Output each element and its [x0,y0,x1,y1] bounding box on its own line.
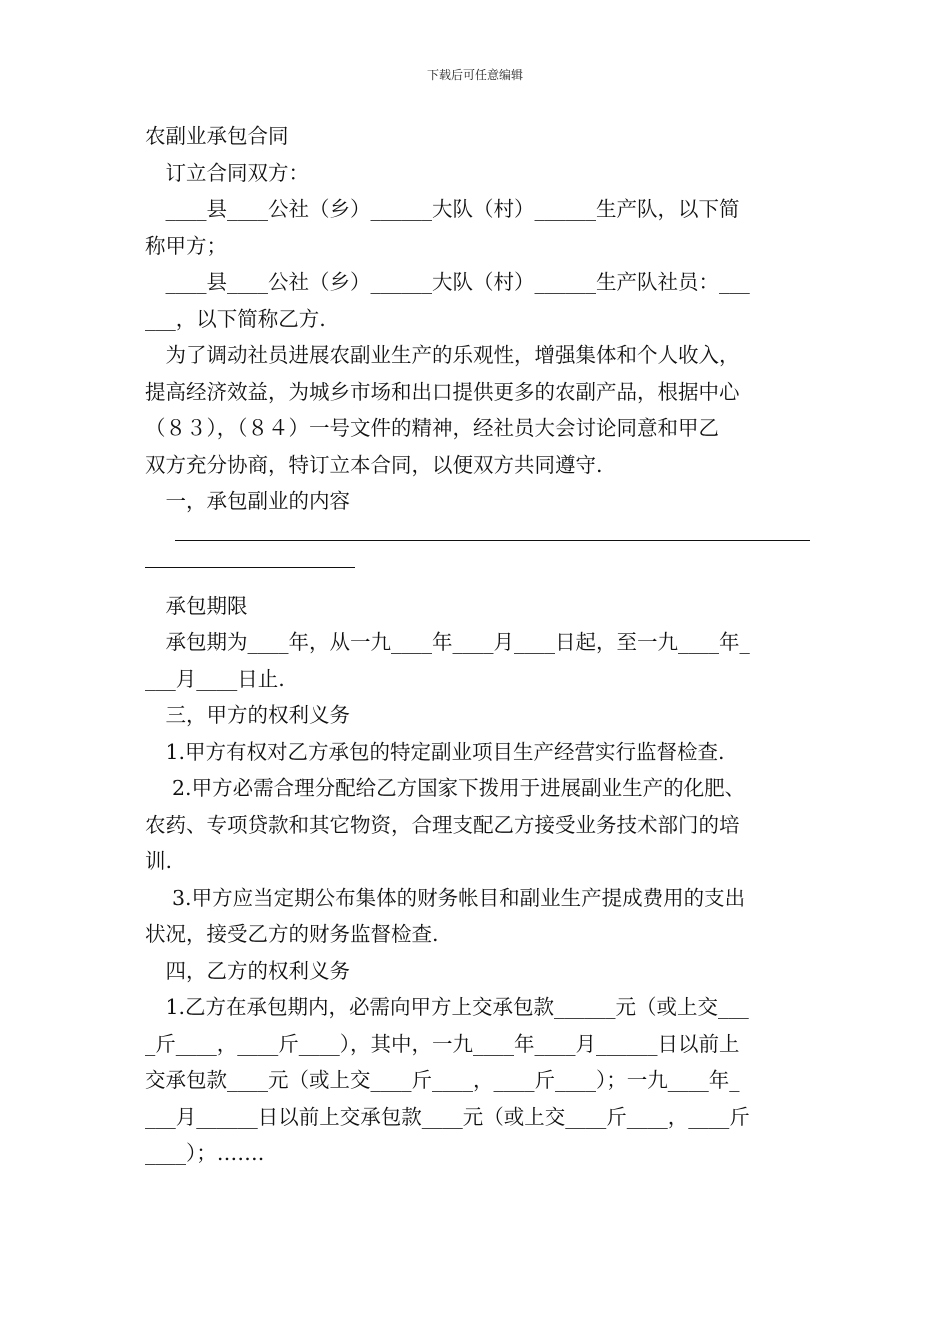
text-line: 双方充分协商，特订立本合同，以便双方共同遵守. [145,452,603,477]
text-line: 训. [145,849,173,873]
text-line: ____县____公社（乡）______大队（村）______生产队社员：___ [145,270,750,294]
text-line: 称甲方； [145,233,227,258]
text-line: （８３），（８４）一号文件的精神，经社员大会讨论同意和甲乙 [145,416,719,440]
text-line: 交承包款____元（或上交____斤____，____斤____）；一九____年_ [145,1068,740,1092]
contract-title: 农副业承包合同 [145,124,289,148]
text-line: 2.甲方必需合理分配给乙方国家下拨用于进展副业生产的化肥、 [145,776,746,800]
text-line: 状况，接受乙方的财务监督检查. [145,922,439,946]
text-line: 承包期为____年，从一九____年____月____日起，至一九____年_ [145,630,750,654]
section-heading: 四，乙方的权利义务 [145,958,350,983]
text-line: 为了调动社员进展农副业生产的乐观性，增强集体和个人收入， [145,343,740,367]
text-line: ___月____日止. [145,666,285,691]
page-header: 下载后可任意编辑 [426,68,523,82]
blank-fill-line-short [145,541,355,568]
text-line: ___月______日以前上交承包款____元（或上交____斤____，____斤 [145,1104,750,1129]
text-line: 农药、专项贷款和其它物资，合理支配乙方接受业务技术部门的培 [145,812,740,837]
text-line: 提高经济效益，为城乡市场和出口提供更多的农副产品，根据中心 [145,379,740,404]
text-line: 3.甲方应当定期公布集体的财务帐目和副业生产提成费用的支出 [145,885,746,910]
text-line: 1.甲方有权对乙方承包的特定副业项目生产经营实行监督检查. [145,739,725,764]
section-heading: 承包期限 [145,593,248,618]
contract-body [145,118,810,1172]
blank-fill-line [175,526,810,541]
section-heading: 一，承包副业的内容 [145,489,350,513]
text-line: 订立合同双方： [145,160,309,185]
text-line: ____）；……. [145,1141,265,1165]
section-heading: 三，甲方的权利义务 [145,703,350,727]
text-line: ____县____公社（乡）______大队（村）______生产队，以下简 [145,197,740,221]
text-line: 1.乙方在承包期内，必需向甲方上交承包款______元（或上交___ [145,995,749,1019]
text-line: ___，以下简称乙方. [145,306,326,331]
text-line: _斤____，____斤____），其中，一九____年____月______日以前上 [145,1031,740,1056]
